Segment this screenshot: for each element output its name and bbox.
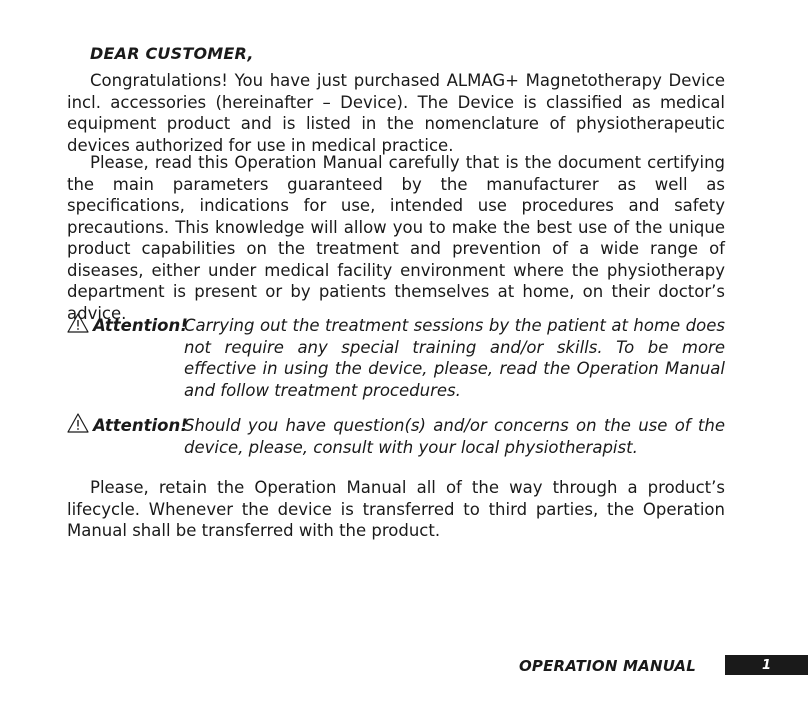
footer-title: OPERATION MANUAL: [518, 657, 696, 675]
retain-paragraph: Please, retain the Operation Manual all of the way through a product’s lifecycle. Whenever the device is transferred to third parties, the Operation Manual shall be transferred with the product.: [67, 478, 725, 540]
attention-label-text: Attention!: [93, 416, 188, 435]
attention-note-1: [67, 315, 725, 401]
page-number-badge: [725, 655, 808, 675]
page-number: 1: [761, 657, 772, 673]
attention-note-2: [67, 415, 725, 458]
attention-label-text: Attention!: [93, 316, 188, 335]
read-manual-paragraph: Please, read this Operation Manual carefully that is the document certifying the main parameters guaranteed by the manufacturer as well as specifications, indications for use, intended use procedures and safety precautions. This knowledge will allow you to make the best use of the unique product capabilities on the treatment and prevention of a wide range of diseases, either under medical facility environment where the physiotherapy department is present or by patients themselves at home, on their doctor’s advice.: [67, 153, 725, 323]
page-heading: DEAR CUSTOMER,: [90, 44, 254, 63]
attention-label: [67, 415, 188, 437]
attention-text: Carrying out the treatment sessions by the patient at home does not require any special training and/or skills. To be more effective in using the device, please, read the Operation Manual and follow treatment procedures.: [184, 316, 725, 400]
warning-triangle-icon: [67, 413, 89, 433]
intro-paragraph: Congratulations! You have just purchased ALMAG+ Magnetotherapy Device incl. accessories (hereinafter – Device). The Device is classified as medical equipment product and is listed in the nomenclature of physiotherapeutic devices authorized for use in medical practice.: [67, 71, 725, 155]
attention-text: Should you have question(s) and/or concerns on the use of the device, please, consult with your local physiotherapist.: [184, 416, 725, 457]
attention-label: [67, 315, 188, 337]
warning-triangle-icon: [67, 313, 89, 333]
